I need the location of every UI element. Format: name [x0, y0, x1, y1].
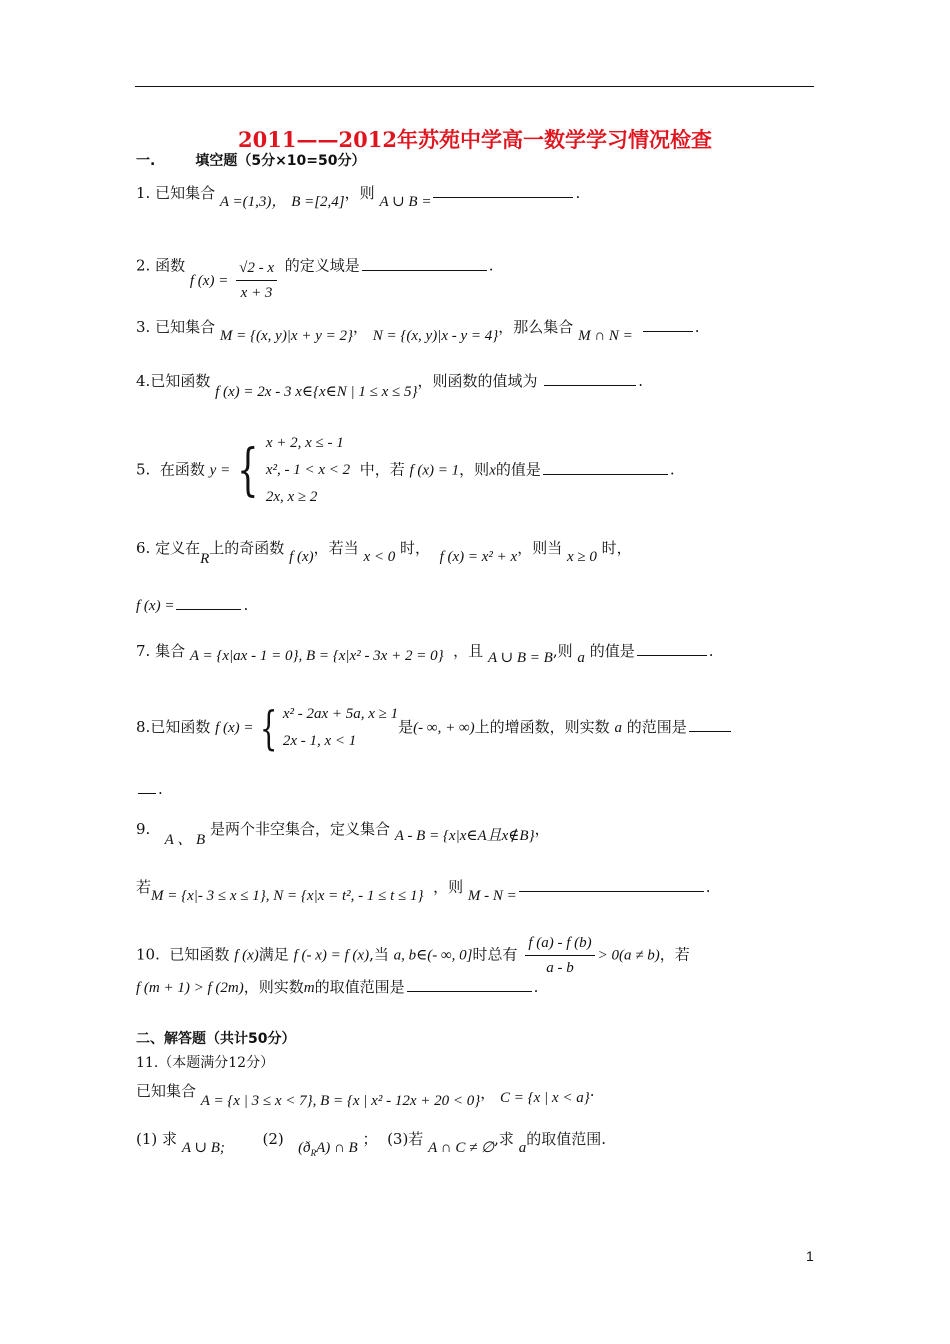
- question-5: 5. 在函数 y = { x + 2, x ≤ - 1 x², - 1 < x < 2 2x, x ≥ 2 中，若 f (x) = 1，则x的值是 .: [136, 435, 675, 505]
- header-rule: [135, 86, 814, 87]
- question-1: 1. 已知集合 A =(1,3)， B =[2,4]，则 A ∪ B = .: [136, 184, 581, 210]
- question-11-heading: 11.（本题满分12分）: [136, 1055, 275, 1071]
- question-3: 3. 已知集合 M = {(x, y)|x + y = 2}， N = {(x, y)|x - y = 4}，那么集合 M ∩ N = .: [136, 318, 700, 344]
- question-10-line2: f (m + 1) > f (2m)，则实数m的取值范围是 .: [136, 978, 539, 996]
- question-8-line2: .: [136, 778, 163, 800]
- question-9-line2: 若M = {x|- 3 ≤ x ≤ 1}, N = {x|x = t², - 1 ≤ t ≤ 1} ，则 M - N = .: [136, 878, 711, 904]
- question-6-line2: f (x) = .: [136, 596, 249, 614]
- question-10: 10. 已知函数 f (x)满足 f (- x) = f (x),当 a, b∈(- ∞, 0]时总有 $\frac{f (a) - f (b)}{a - b}$ > 0(a ≠ b)，若: [136, 932, 690, 979]
- section2-heading: 二、解答题（共计50分）: [136, 1031, 296, 1047]
- question-9: 9. A 、 B 是两个非空集合，定义集合 A - B = {x|x∈A且x∉B}，: [136, 820, 550, 848]
- question-2: 2. 函数 f (x) = $\frac{√2 - x}{x + 3}$ 的定义域是 .: [136, 256, 494, 301]
- question-11: 已知集合 A = {x | 3 ≤ x < 7}, B = {x | x² - 12x + 20 < 0}， C = {x | x < a}.: [136, 1082, 595, 1109]
- question-4: 4.已知函数 f (x) = 2x - 3 x∈{x∈N | 1 ≤ x ≤ 5}，则函数的值域为 .: [136, 372, 644, 400]
- page-number: 1: [806, 1248, 814, 1264]
- section1-heading: 一. 填空题（5分×10=50分）: [136, 153, 366, 169]
- question-7: 7. 集合 A = {x|ax - 1 = 0}, B = {x|x² - 3x + 2 = 0} ，且 A ∪ B = B,则 a 的值是 .: [136, 642, 714, 666]
- question-8: 8.已知函数 f (x) = { x² - 2ax + 5a, x ≥ 1 2x - 1, x < 1 是(- ∞, + ∞)上的增函数，则实数 a 的范围是: [136, 700, 733, 756]
- question-11-parts: (1) 求 A ∪ B; (2) $(ð_RA)$ ∩ B ； (3)若 A ∩ C ≠ ∅,求 a的取值范围.: [136, 1130, 606, 1158]
- question-6: 6. 定义在R上的奇函数 f (x)，若当 x < 0 时， f (x) = x² + x，则当 x ≥ 0 时，: [136, 539, 632, 567]
- page-title: 2011——2012年苏苑中学高一数学学习情况检查: [238, 127, 712, 152]
